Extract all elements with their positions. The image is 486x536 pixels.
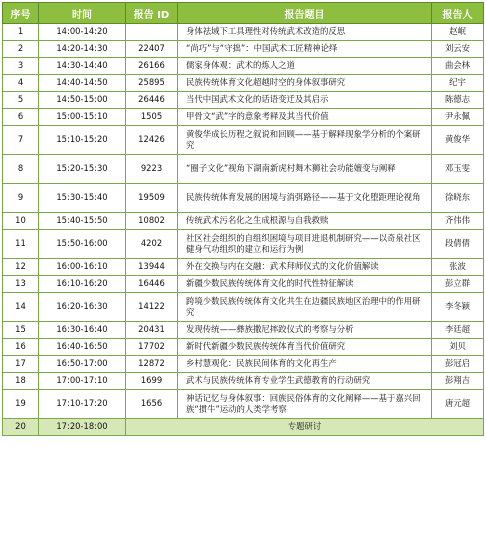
- cell-no: 1: [3, 24, 39, 41]
- cell-speaker: 尹永佩: [432, 109, 484, 126]
- table-row: [3, 390, 484, 419]
- cell-id: 20431: [126, 322, 178, 339]
- cell-title: 黄俊华成长历程之叙说和回顾——基于解释现象学分析的个案研究: [178, 126, 432, 155]
- table-row: [3, 75, 484, 92]
- cell-no: 2: [3, 41, 39, 58]
- cell-id: 17702: [126, 339, 178, 356]
- cell-no: 13: [3, 276, 39, 293]
- cell-speaker: 唐元超: [432, 390, 484, 419]
- cell-title: 民族传统体育文化超越时空的身体叙事研究: [178, 75, 432, 92]
- cell-id: 19509: [126, 184, 178, 213]
- cell-no: 11: [3, 230, 39, 259]
- table-row: [3, 184, 484, 213]
- cell-id: [126, 24, 178, 41]
- cell-time: 14:40-14:50: [39, 75, 126, 92]
- cell-time: 17:20-18:00: [39, 419, 126, 436]
- cell-no: 18: [3, 373, 39, 390]
- table-row: [3, 41, 484, 58]
- cell-time: 16:00-16:10: [39, 259, 126, 276]
- cell-speaker: 李廷超: [432, 322, 484, 339]
- cell-title: 传统武术污名化之生成根源与自我救赎: [178, 213, 432, 230]
- cell-time: 14:00-14:20: [39, 24, 126, 41]
- table-row: [3, 126, 484, 155]
- cell-id: 1505: [126, 109, 178, 126]
- cell-time: 15:20-15:30: [39, 155, 126, 184]
- cell-time: 15:10-15:20: [39, 126, 126, 155]
- cell-no: 16: [3, 339, 39, 356]
- cell-title: 新疆少数民族传统体育文化的时代性特征解读: [178, 276, 432, 293]
- cell-id: 12426: [126, 126, 178, 155]
- cell-time: 15:40-15:50: [39, 213, 126, 230]
- cell-speaker: 纪宇: [432, 75, 484, 92]
- cell-no: 5: [3, 92, 39, 109]
- table-row: [3, 213, 484, 230]
- cell-title: 当代中国武术文化的话语变迁及其启示: [178, 92, 432, 109]
- cell-id: 16446: [126, 276, 178, 293]
- table-row: [3, 155, 484, 184]
- header-no: 序号: [3, 3, 39, 24]
- table-row: [3, 109, 484, 126]
- schedule-table-container: [2, 2, 483, 436]
- cell-id: 1656: [126, 390, 178, 419]
- cell-title: “尚巧”与“守拙”：中国武术工匠精神论绎: [178, 41, 432, 58]
- header-title: 报告题目: [178, 3, 432, 24]
- table-row: [3, 356, 484, 373]
- table-row: [3, 230, 484, 259]
- cell-no: 4: [3, 75, 39, 92]
- cell-time: 15:00-15:10: [39, 109, 126, 126]
- cell-title: 儒家身体观：武术的炼人之道: [178, 58, 432, 75]
- cell-speaker: 赵岷: [432, 24, 484, 41]
- cell-id: 13944: [126, 259, 178, 276]
- cell-no: 17: [3, 356, 39, 373]
- cell-speaker: 彭立群: [432, 276, 484, 293]
- cell-id: 26166: [126, 58, 178, 75]
- cell-time: 14:20-14:30: [39, 41, 126, 58]
- cell-title: 跨境少数民族传统体育文化共生在边疆民族地区治理中的作用研究: [178, 293, 432, 322]
- table-row: [3, 58, 484, 75]
- cell-speaker: 陈德志: [432, 92, 484, 109]
- table-row: [3, 373, 484, 390]
- cell-no: 7: [3, 126, 39, 155]
- cell-time: 16:30-16:40: [39, 322, 126, 339]
- cell-title: 民族传统体育发展的困境与消弭路径——基于文化堕距理论视角: [178, 184, 432, 213]
- table-row: [3, 276, 484, 293]
- cell-time: 14:50-15:00: [39, 92, 126, 109]
- cell-id: 12872: [126, 356, 178, 373]
- header-row: [3, 3, 484, 24]
- cell-speaker: 刘贝: [432, 339, 484, 356]
- cell-no: 10: [3, 213, 39, 230]
- cell-title: 甲骨文“武”字的意象考释及其当代价值: [178, 109, 432, 126]
- cell-id: 1699: [126, 373, 178, 390]
- cell-id: 10802: [126, 213, 178, 230]
- table-row: [3, 293, 484, 322]
- table-row: [3, 322, 484, 339]
- cell-id: 25895: [126, 75, 178, 92]
- cell-speaker: 邓玉雯: [432, 155, 484, 184]
- cell-speaker: 彭翔吉: [432, 373, 484, 390]
- cell-title: 神话记忆与身体叙事：回族民俗体育的文化阐释——基于嘉兴回族“掼牛”运动的人类学考察: [178, 390, 432, 419]
- cell-time: 14:30-14:40: [39, 58, 126, 75]
- cell-title: 外在交换与内在交融：武术拜师仪式的文化价值解读: [178, 259, 432, 276]
- cell-time: 16:20-16:30: [39, 293, 126, 322]
- cell-id: 14122: [126, 293, 178, 322]
- cell-no: 12: [3, 259, 39, 276]
- cell-no: 14: [3, 293, 39, 322]
- cell-time: 16:10-16:20: [39, 276, 126, 293]
- cell-title: 新时代新疆少数民族传统体育当代价值研究: [178, 339, 432, 356]
- cell-no: 6: [3, 109, 39, 126]
- cell-title: 社区社会组织的自组织困境与项目进退机制研究——以奇泉社区健身气功组织的建立和运行为例: [178, 230, 432, 259]
- cell-id: 4202: [126, 230, 178, 259]
- cell-title: “圈子文化”视角下湖南新虎村舞木狮社会功能嬗变与阐释: [178, 155, 432, 184]
- cell-time: 17:00-17:10: [39, 373, 126, 390]
- cell-no: 19: [3, 390, 39, 419]
- cell-no: 15: [3, 322, 39, 339]
- cell-speaker: 徐晓东: [432, 184, 484, 213]
- cell-final-title: 专题研讨: [126, 419, 484, 436]
- cell-speaker: 张波: [432, 259, 484, 276]
- cell-title: 武术与民族传统体育专业学生武德教育的行动研究: [178, 373, 432, 390]
- cell-time: 15:30-15:40: [39, 184, 126, 213]
- cell-title: 乡村慧观化：民族民间体育的文化再生产: [178, 356, 432, 373]
- final-row: [3, 419, 484, 436]
- schedule-table: [2, 2, 484, 436]
- cell-speaker: 黄俊华: [432, 126, 484, 155]
- cell-speaker: 李冬颖: [432, 293, 484, 322]
- cell-speaker: 段倩倩: [432, 230, 484, 259]
- cell-no: 8: [3, 155, 39, 184]
- table-row: [3, 24, 484, 41]
- cell-no: 9: [3, 184, 39, 213]
- header-id: 报告 ID: [126, 3, 178, 24]
- cell-id: 9223: [126, 155, 178, 184]
- cell-title: 身体祛域下工具理性对传统武术改造的反思: [178, 24, 432, 41]
- header-speaker: 报告人: [432, 3, 484, 24]
- table-row: [3, 92, 484, 109]
- cell-time: 17:10-17:20: [39, 390, 126, 419]
- cell-id: 22407: [126, 41, 178, 58]
- cell-time: 15:50-16:00: [39, 230, 126, 259]
- cell-speaker: 曲会林: [432, 58, 484, 75]
- cell-id: 26446: [126, 92, 178, 109]
- table-row: [3, 259, 484, 276]
- header-time: 时间: [39, 3, 126, 24]
- cell-speaker: 齐伟伟: [432, 213, 484, 230]
- cell-no: 20: [3, 419, 39, 436]
- cell-no: 3: [3, 58, 39, 75]
- cell-title: 发现传统——彝族撒尼摔跤仪式的考察与分析: [178, 322, 432, 339]
- cell-time: 16:50-17:00: [39, 356, 126, 373]
- cell-time: 16:40-16:50: [39, 339, 126, 356]
- cell-speaker: 彭冠启: [432, 356, 484, 373]
- table-row: [3, 339, 484, 356]
- cell-speaker: 刘云安: [432, 41, 484, 58]
